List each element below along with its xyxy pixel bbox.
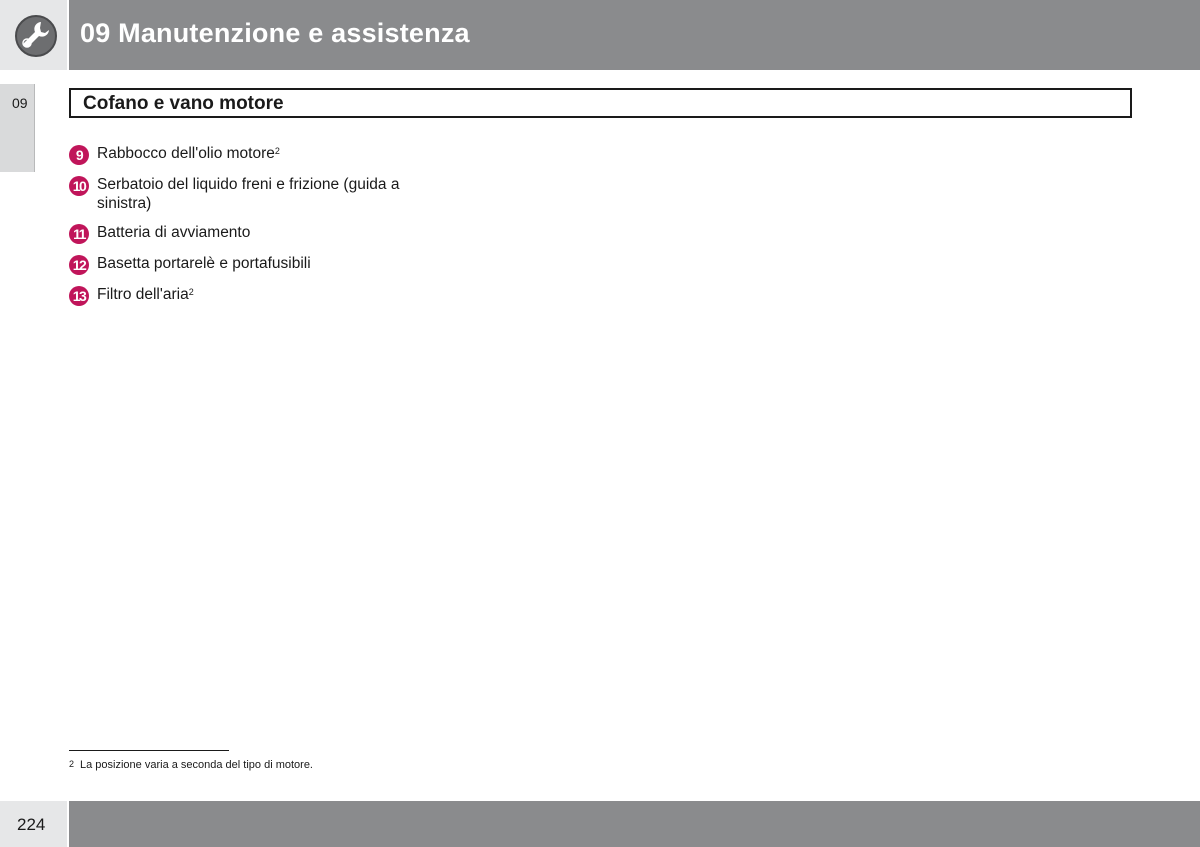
item-number-badge: 12 — [69, 255, 89, 275]
footnote-text: La posizione varia a seconda del tipo di motore. — [80, 759, 313, 771]
wrench-icon — [14, 14, 58, 58]
list-item — [69, 223, 429, 244]
footer-bar — [69, 801, 1200, 847]
footnote-divider — [69, 750, 229, 751]
item-number-badge: 13 — [69, 286, 89, 306]
item-number-badge: 9 — [69, 145, 89, 165]
item-number-badge: 11 — [69, 224, 89, 244]
header-icon-panel — [0, 0, 67, 70]
chapter-title: 09 Manutenzione e assistenza — [80, 18, 470, 48]
list-item — [69, 285, 429, 306]
footnote-number: 2 — [69, 759, 75, 769]
item-text — [97, 144, 280, 163]
item-label: Serbatoio del liquido freni e frizione (guida a sinistra) — [97, 176, 400, 212]
item-text — [97, 175, 429, 213]
section-heading-box — [69, 88, 1132, 118]
footnote-ref: 2 — [188, 287, 194, 297]
list-item — [69, 144, 429, 165]
item-text — [97, 223, 250, 242]
page-number: 224 — [17, 815, 46, 834]
item-number-badge: 10 — [69, 176, 89, 196]
chapter-tab-label: 09 — [12, 95, 28, 111]
item-label: Rabbocco dell'olio motore — [97, 145, 275, 162]
footnote — [69, 759, 313, 771]
item-label: Filtro dell'aria — [97, 286, 189, 303]
section-title: Cofano e vano motore — [83, 93, 284, 114]
list-item — [69, 175, 429, 213]
item-label: Basetta portarelè e portafusibili — [97, 255, 311, 272]
component-list — [69, 144, 429, 316]
item-text — [97, 254, 311, 273]
list-item — [69, 254, 429, 275]
footnote-ref: 2 — [274, 146, 280, 156]
item-label: Batteria di avviamento — [97, 224, 251, 241]
item-text — [97, 285, 194, 304]
